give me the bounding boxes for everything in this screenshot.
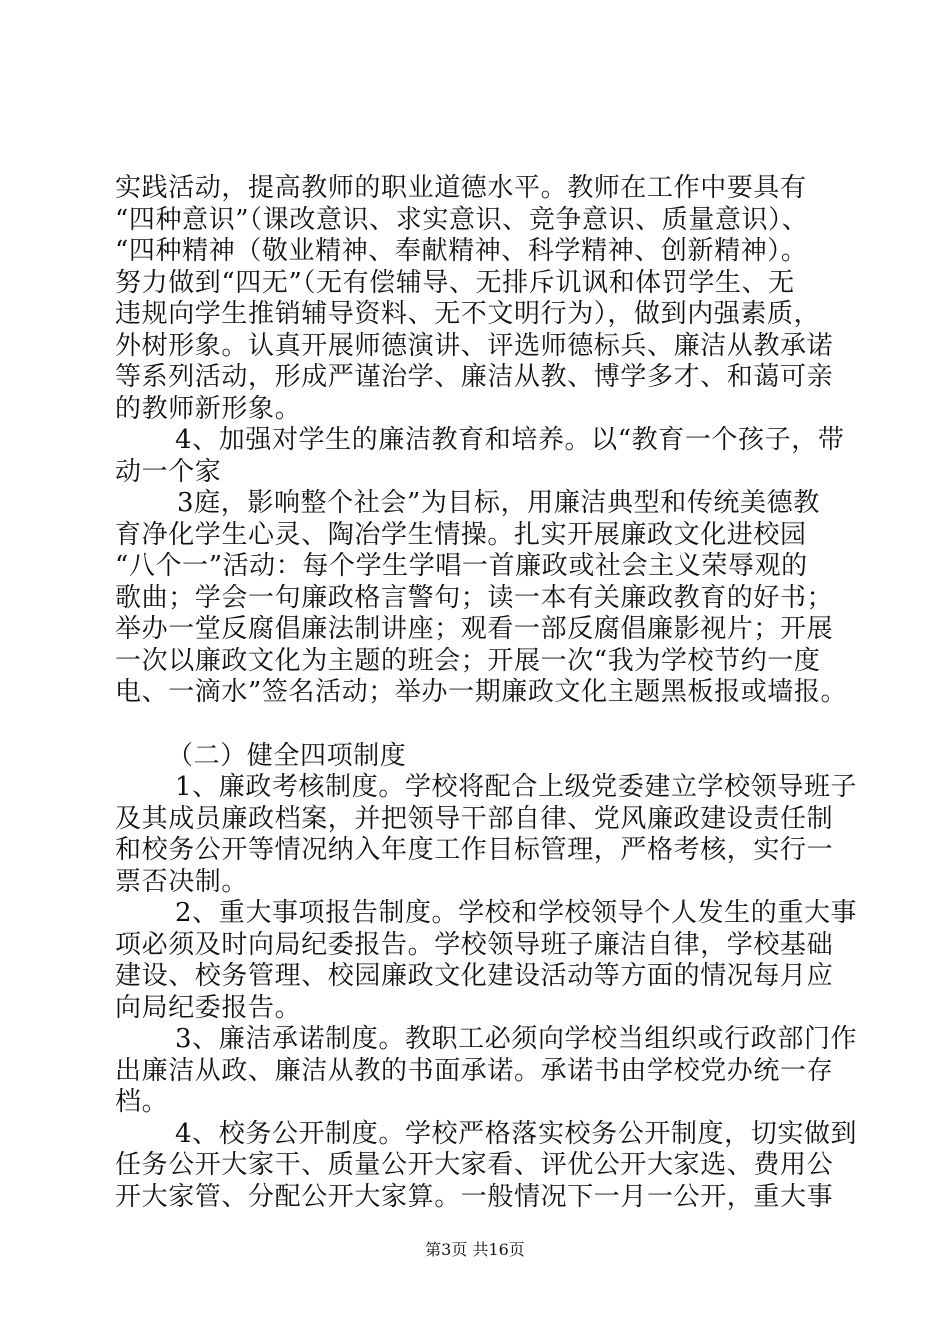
text-line: 3庭，影响整个社会”为目标，用廉洁典型和传统美德教: [177, 488, 820, 518]
text-line: 项必须及时向局纪委报告。学校领导班子廉洁自律，学校基础: [115, 929, 834, 960]
text-line: 一次以廉政文化为主题的班会；开展一次“我为学校节约一度: [115, 645, 821, 676]
text-line: （二）健全四项制度: [167, 740, 407, 771]
page-footer: 第3页 共16页: [425, 1240, 525, 1259]
text-line: 出廉洁从政、廉洁从教的书面承诺。承诺书由学校党办统一存: [115, 1055, 834, 1086]
text-line: 4、校务公开制度。学校严格落实校务公开制度，切实做到: [175, 1118, 858, 1149]
text-line: 违规向学生推销辅导资料、无不文明行为），做到内强素质，: [115, 299, 821, 329]
text-line: 外树形象。认真开展师德演讲、评选师德标兵、廉洁从教承诺: [115, 330, 834, 361]
text-line: “四种精神（敬业精神、奉献精神、科学精神、创新精神）。: [115, 236, 808, 266]
text-line: 3、廉洁承诺制度。教职工必须向学校当组织或行政部门作: [175, 1024, 858, 1054]
text-line: “四种意识”（课改意识、求实意识、竞争意识、质量意识）、: [115, 204, 809, 235]
text-line: 票否决制。: [115, 866, 249, 897]
text-line: 实践活动，提高教师的职业道德水平。教师在工作中要具有: [115, 173, 807, 203]
text-line: 和校务公开等情况纳入年度工作目标管理，严格考核，实行一: [115, 835, 834, 865]
text-line: 等系列活动，形成严谨治学、廉洁从教、博学多才、和蔼可亲: [115, 362, 834, 392]
text-line: 4、加强对学生的廉洁教育和培养。以“教育一个孩子，带: [175, 425, 845, 455]
text-line: 歌曲；学会一句廉政格言警句；读一本有关廉政教育的好书；: [115, 582, 834, 613]
text-line: 举办一堂反腐倡廉法制讲座；观看一部反腐倡廉影视片；开展: [115, 614, 834, 644]
text-line: 1、廉政考核制度。学校将配合上级党委建立学校领导班子: [175, 772, 858, 802]
text-line: 档。: [115, 1087, 169, 1117]
document-body: [115, 173, 858, 1213]
text-line: 及其成员廉政档案，并把领导干部自律、党风廉政建设责任制: [115, 803, 834, 834]
text-line: 2、重大事项报告制度。学校和学校领导个人发生的重大事: [175, 898, 858, 928]
text-line: 育净化学生心灵、陶冶学生情操。扎实开展廉政文化进校园: [115, 519, 807, 550]
text-line: 开大家管、分配公开大家算。一般情况下一月一公开，重大事: [115, 1181, 834, 1212]
text-line: 动一个家: [115, 456, 222, 487]
text-line: 向局纪委报告。: [115, 992, 302, 1023]
text-line: 任务公开大家干、质量公开大家看、评优公开大家选、费用公: [115, 1150, 834, 1180]
text-line: 电、一滴水”签名活动；举办一期廉政文化主题黑板报或墙报。: [115, 677, 848, 707]
text-line: 努力做到“四无”（无有偿辅导、无排斥讥讽和体罚学生、无: [115, 267, 795, 298]
text-line: “八个一”活动：每个学生学唱一首廉政或社会主义荣辱观的: [115, 551, 808, 581]
text-line: 的教师新形象。: [115, 393, 302, 424]
text-line: 建设、校务管理、校园廉政文化建设活动等方面的情况每月应: [115, 961, 834, 991]
paragraph-gap: [115, 709, 845, 741]
